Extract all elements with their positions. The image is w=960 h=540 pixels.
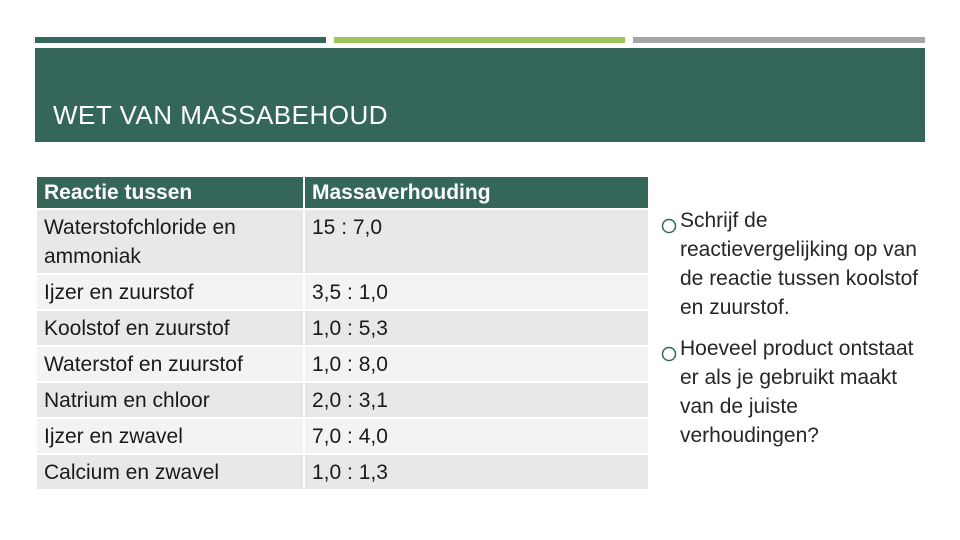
ratio-cell: 1,0 : 1,3 [304, 454, 649, 490]
table-row [36, 209, 649, 274]
ratio-cell: 1,0 : 8,0 [304, 346, 649, 382]
accent-bar-light-green [334, 37, 625, 43]
title-band [35, 48, 925, 142]
reaction-cell: Koolstof en zuurstof [36, 310, 304, 346]
ratio-cell: 1,0 : 5,3 [304, 310, 649, 346]
column-header-mass-ratio: Massaverhouding [304, 176, 649, 209]
table-header-row [36, 176, 649, 209]
bullet-text: Schrijf de reactievergelijking op van de reactie tussen koolstof en zuurstof. [680, 209, 919, 319]
table-row [36, 382, 649, 418]
reaction-cell: Waterstofchloride en ammoniak [36, 209, 304, 274]
accent-bar-gray [633, 37, 925, 43]
bullet-item [661, 206, 931, 322]
ratio-cell: 3,5 : 1,0 [304, 274, 649, 310]
mass-ratio-table [35, 175, 650, 491]
circle-bullet-icon [661, 213, 677, 229]
reaction-cell: Calcium en zwavel [36, 454, 304, 490]
circle-bullet-icon [661, 341, 677, 357]
table-row [36, 274, 649, 310]
ratio-cell: 7,0 : 4,0 [304, 418, 649, 454]
reaction-cell: Natrium en chloor [36, 382, 304, 418]
reaction-cell: Ijzer en zwavel [36, 418, 304, 454]
bullet-item [661, 334, 931, 450]
ratio-cell: 2,0 : 3,1 [304, 382, 649, 418]
ratio-cell: 15 : 7,0 [304, 209, 649, 274]
table-row [36, 346, 649, 382]
column-header-reaction: Reactie tussen [36, 176, 304, 209]
bullet-list [661, 206, 931, 462]
slide-title: WET VAN MASSABEHOUD [53, 100, 389, 130]
table-row [36, 310, 649, 346]
table-row [36, 418, 649, 454]
accent-bar-dark-green [35, 37, 326, 43]
bullet-text: Hoeveel product ontstaat er als je gebruikt maakt van de juiste verhoudingen? [680, 337, 914, 447]
table-row [36, 454, 649, 490]
reaction-cell: Ijzer en zuurstof [36, 274, 304, 310]
reaction-cell: Waterstof en zuurstof [36, 346, 304, 382]
